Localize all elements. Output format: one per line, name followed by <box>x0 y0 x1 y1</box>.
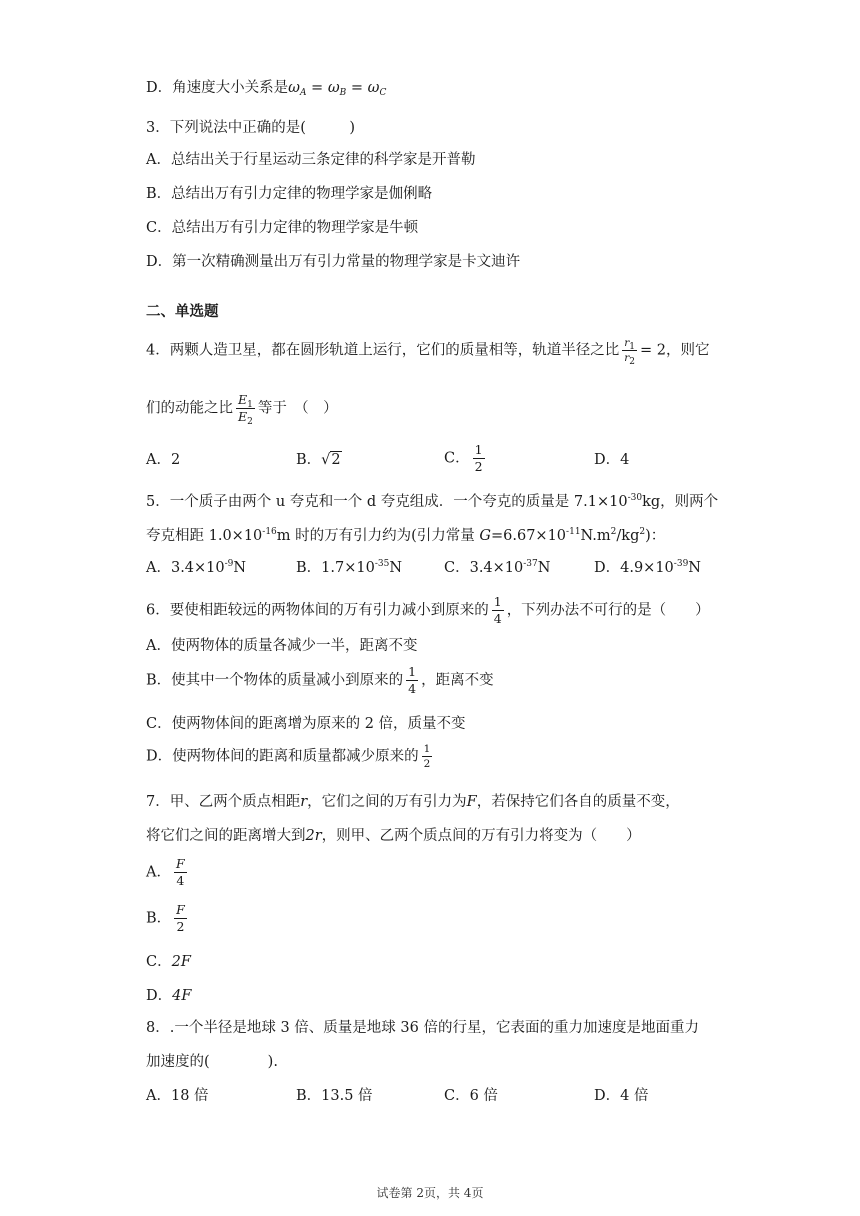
omega-c-sub: C <box>379 88 387 98</box>
q5-option-b: B．$1.7\times 10^{-35}N$ <box>296 559 403 576</box>
sqrt-icon: √2 <box>321 452 341 468</box>
omega-b: ω <box>327 80 340 96</box>
q8-option-d: D．4 倍 <box>594 1088 649 1104</box>
radius-ratio-fraction: $\frac{r_1}{r_2}$ <box>624 337 635 367</box>
q6-option-c: C．使两物体间的距离增为原来的 2 倍，质量不变 <box>146 716 466 732</box>
q6-option-a: A．使两物体的质量各减少一半，距离不变 <box>146 638 418 654</box>
equals-1: = <box>306 80 328 96</box>
q8-stem-line1: 8．.一个半径是地球 3 倍、质量是地球 36 倍的行星，它表面的重力加速度是地面重力 <box>146 1020 699 1036</box>
q6-option-b: B．使其中一个物体的质量减小到原来的 $\frac{1}{4}$ ，距离不变 <box>146 664 494 696</box>
q5-option-c: C．$3.4\times 10^{-37}N$ <box>444 559 551 576</box>
q3-option-c: C．总结出万有引力定律的物理学家是牛顿 <box>146 220 419 236</box>
q5-option-a: A．$3.4\times 10^{-9}N$ <box>146 559 247 576</box>
energy-ratio-fraction: $\frac{E_1}{E_2}$ <box>238 392 253 427</box>
f-over-2-fraction: $\frac{F}{2}$ <box>176 902 185 934</box>
q6-stem: 6．要使相距较远的两物体间的万有引力减小到原来的 $\frac{1}{4}$ ，下列办法不可行的是（ ） <box>146 594 710 626</box>
q3-stem: 3．下列说法中正确的是( ) <box>146 120 356 136</box>
q3-option-a: A．总结出关于行星运动三条定律的科学家是开普勒 <box>146 152 476 168</box>
omega-a: ω <box>288 80 300 96</box>
q4-option-b: B．√2 <box>296 452 341 468</box>
section-title: 二、单选题 <box>146 303 219 320</box>
q4-stem-line2: 们的动能之比 $\frac{E_1}{E_2}$ 等于 （ ） <box>146 392 338 427</box>
q5-option-d: D．$4.9\times 10^{-39}N$ <box>594 559 701 576</box>
q8-stem-line2: 加速度的( ). <box>146 1054 278 1070</box>
f-over-4-fraction: $\frac{F}{4}$ <box>175 856 185 888</box>
q5-stem-line1: 5．一个质子由两个 u 夸克和一个 d 夸克组成．一个夸克的质量是 $7.1\times 10^{-30}kg$，则两个 <box>146 493 719 510</box>
page-footer: 试卷第 2页，共 4页 <box>376 1186 484 1200</box>
q3-option-b: B．总结出万有引力定律的物理学家是伽俐略 <box>146 186 433 202</box>
quarter-fraction-b: $\frac{1}{4}$ <box>408 664 417 696</box>
q4-stem <box>146 337 710 367</box>
q4-stem-tail: ，则它 <box>665 342 710 359</box>
ratio-equals: = 2 <box>640 342 666 359</box>
q5-stem-line2: 夸克相距 $1.0\times 10^{-16}m$ 时的万有引力约为(引力常量 $G=6.67\times 10^{-11}N.m^2/kg^2$)： <box>146 527 666 544</box>
q7-stem-line1: 7．甲、乙两个质点相距r，它们之间的万有引力为F，若保持它们各自的质量不变， <box>146 794 680 810</box>
equals-2: = <box>346 80 368 96</box>
q7-option-b: B． $\frac{F}{2}$ <box>146 902 185 934</box>
q4-option-c: C． $\frac{1}{2}$ <box>444 442 483 474</box>
q8-option-b: B．13.5 倍 <box>296 1088 373 1104</box>
half-fraction-d: $\frac{1}{2}$ <box>423 743 431 770</box>
half-fraction: $\frac{1}{2}$ <box>474 442 483 474</box>
q7-option-d: D．4F <box>146 988 192 1004</box>
q8-option-a: A．18 倍 <box>146 1088 209 1104</box>
q4-stem-text: 4．两颗人造卫星，都在圆形轨道上运行，它们的质量相等，轨道半径之比 <box>146 342 620 359</box>
q7-stem-line2: 将它们之间的距离增大到2r，则甲、乙两个质点间的万有引力将变为（ ） <box>146 828 641 844</box>
quarter-fraction: $\frac{1}{4}$ <box>493 594 502 626</box>
q8-option-c: C．6 倍 <box>444 1088 498 1104</box>
q4-option-a: A．2 <box>146 452 181 468</box>
q7-option-c: C．2F <box>146 954 191 970</box>
q2-option-d <box>146 78 386 98</box>
q7-option-a: A． $\frac{F}{4}$ <box>146 856 185 888</box>
omega-a-sub: A <box>299 88 307 98</box>
omega-c: ω <box>367 80 380 96</box>
omega-b-sub: B <box>339 88 347 98</box>
q3-option-d: D．第一次精确测量出万有引力常量的物理学家是卡文迪许 <box>146 254 521 270</box>
q6-option-d: D．使两物体间的距离和质量都减少原来的 $\frac{1}{2}$ <box>146 743 431 770</box>
q2-option-d-text: D．角速度大小关系是 <box>146 80 289 96</box>
q4-option-d: D．4 <box>594 452 630 468</box>
